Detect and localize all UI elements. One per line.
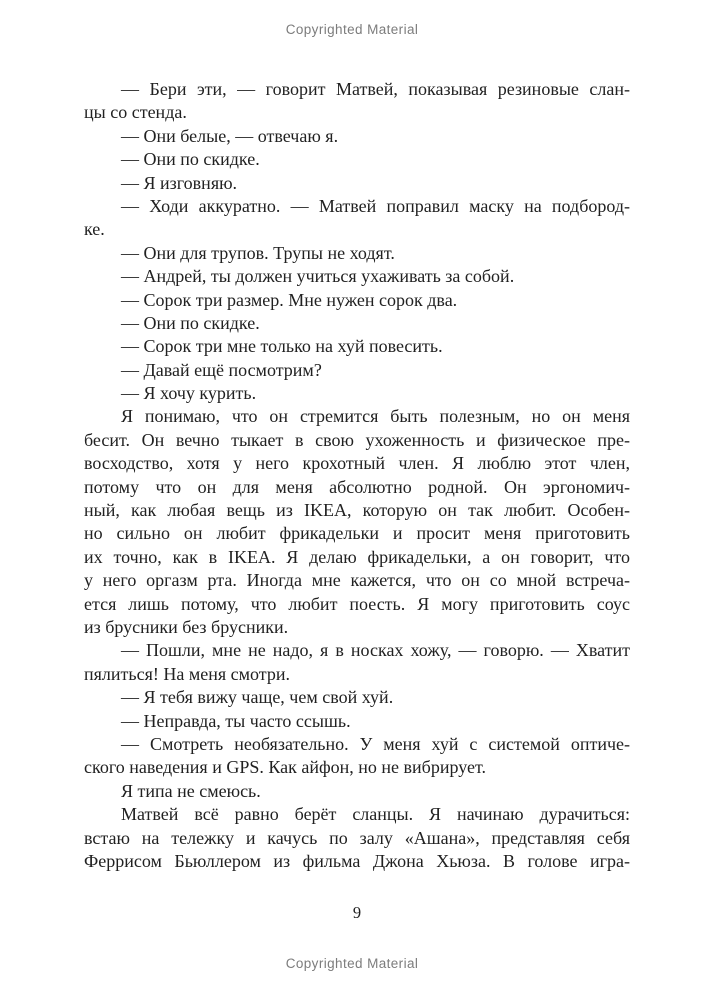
text-line: Феррисом Бьюллером из фильма Джона Хьюза. В голове игра- <box>84 850 630 871</box>
text-line: — Смотреть необязательно. У меня хуй с системой оптиче- <box>121 733 630 754</box>
copyright-notice-top: Copyrighted Material <box>285 22 419 37</box>
text-line: — Ходи аккуратно. — Матвей поправил маску на подбород- <box>121 195 630 216</box>
text-line: цы со стенда. <box>84 102 187 123</box>
text-line: — Давай ещё посмотрим? <box>121 359 322 380</box>
text-line: потому что он для меня абсолютно родной. Он эргономич- <box>84 476 630 497</box>
text-line: — Андрей, ты должен учиться ухаживать за собой. <box>121 266 515 287</box>
text-line: но сильно он любит фрикадельки и просит меня приготовить <box>84 523 630 544</box>
text-line: их точно, как в IKEA. Я делаю фрикадельки, а он говорит, что <box>84 546 630 567</box>
text-line: — Неправда, ты часто ссышь. <box>121 710 351 731</box>
text-line: Я понимаю, что он стремится быть полезным, но он меня <box>121 406 630 427</box>
text-line: Матвей всё равно берёт сланцы. Я начинаю дурачиться: <box>121 804 630 825</box>
text-line: из брусники без брусники. <box>84 616 289 637</box>
text-line: бесит. Он вечно тыкает в свою ухоженность и физическое пре- <box>84 429 630 450</box>
text-block <box>84 78 630 873</box>
text-line: — Я изговняю. <box>121 172 238 193</box>
text-line: ется лишь потому, что любит поесть. Я могу приготовить соус <box>84 593 630 614</box>
text-line: ке. <box>84 219 105 240</box>
text-line: — Они по скидке. <box>121 312 260 333</box>
text-line: ный, как любая вещь из IKEA, которую он так любит. Особен- <box>84 500 630 521</box>
text-line: восходство, хотя у него крохотный член. Я люблю этот член, <box>84 453 630 474</box>
text-line: — Они по скидке. <box>121 149 260 170</box>
text-line: — Я тебя вижу чаще, чем свой хуй. <box>121 687 394 708</box>
text-line: — Пошли, мне не надо, я в носках хожу, — говорю. — Хватит <box>121 640 630 661</box>
text-line: — Сорок три размер. Мне нужен сорок два. <box>121 289 458 310</box>
text-line: у него оргазм рта. Иногда мне кажется, что он со мной встреча- <box>84 570 630 591</box>
text-line: пялиться! На меня смотри. <box>84 663 291 684</box>
text-line: — Они белые, — отвечаю я. <box>121 125 339 146</box>
text-line: — Я хочу курить. <box>121 383 257 404</box>
text-line: ского наведения и GPS. Как айфон, но не вибрирует. <box>84 757 486 778</box>
copyright-notice-bottom: Copyrighted Material <box>285 956 419 971</box>
page-number: 9 <box>352 903 362 922</box>
text-line: Я типа не смеюсь. <box>121 780 261 801</box>
text-line: — Сорок три мне только на хуй повесить. <box>121 336 443 357</box>
text-line: встаю на тележку и качусь по залу «Ашана», представляя себя <box>84 827 630 848</box>
text-line: — Бери эти, — говорит Матвей, показывая резиновые слан- <box>121 79 630 99</box>
text-line: — Они для трупов. Трупы не ходят. <box>121 242 395 263</box>
